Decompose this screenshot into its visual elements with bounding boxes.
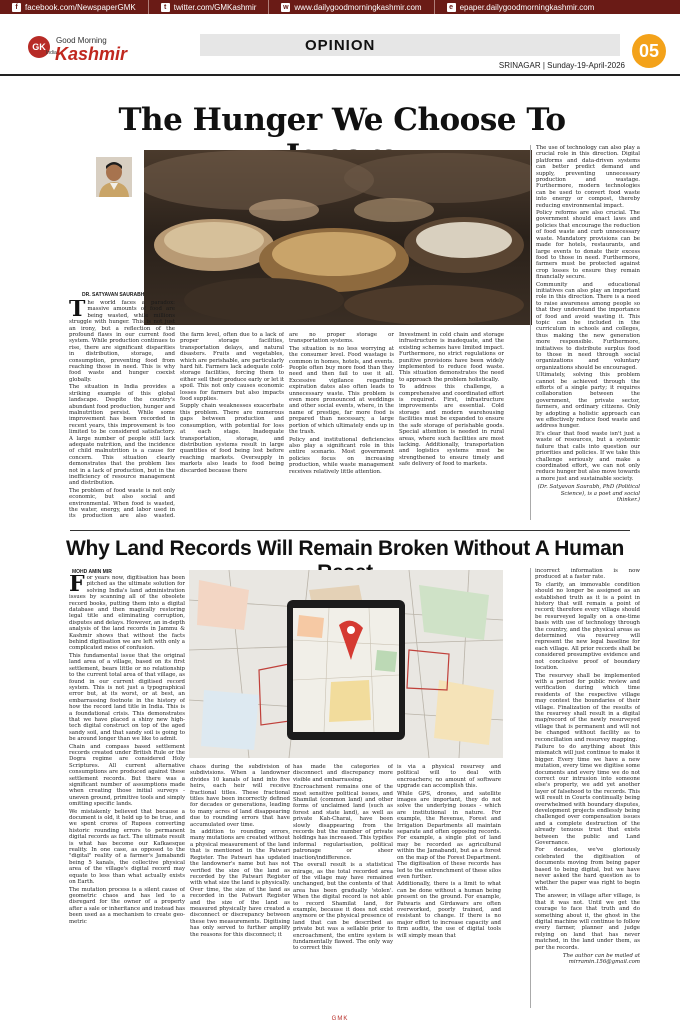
article2-paragraph: Encroachment remains one of the most sensitive political issues, and Shamilat (common land) and other forms of unclaimed land (such as forest and state land), as well as private Kah-Charai, have been slowly disappearing from the records but the number of private holdings has increased. This typifies informal regularisation, political patronage or sheer inaction/indifference.: [293, 784, 393, 861]
newspaper-icon: e: [447, 3, 456, 12]
section-band: [200, 34, 620, 56]
section-divider: [70, 530, 630, 531]
article2-author: MOHD AMIN MIR: [72, 569, 112, 575]
logo-badge[interactable]: GK: [28, 36, 50, 58]
globe-icon: w: [283, 3, 289, 11]
dateline: SRINAGAR | Sunday-19-April-2026: [498, 61, 625, 70]
article2-paragraph: Chain and compass based settlement records created under British Rule or the Dogra regime are considered Holy Scriptures. All current alternative consumptions are produced against these settlement records. But there was a significant number of assumptions made when creating those initial surveys - uneven ground, primitive tools and simply omitting specific lands.: [69, 743, 185, 808]
logo-india: India: [46, 50, 57, 56]
article2-headline: Why Land Records Will Remain Broken Without A Human: [66, 537, 624, 560]
twitter-icon: t: [161, 3, 170, 12]
article2-paragraph: incorrect information is now produced at a faster rate.: [535, 568, 640, 581]
article1-paragraph: are no proper storage or transportation systems.: [289, 332, 394, 345]
facebook-link[interactable]: [0, 0, 149, 14]
website-text: www.dailygoodmorningkashmir.com: [294, 2, 422, 12]
article2-paragraph: Additionally, there is a limit to what can be done without a human being present on the ground. For example, Patwaris and Girdawars are often overworked, poorly trained, and resistant to change. If there is no major effort to increase capacity and firm audits, the use of digital tools will simply mean that: [397, 881, 501, 939]
epaper-text: epaper.dailygoodmorningkashmir.com: [459, 2, 595, 12]
article2-column-2: [190, 764, 290, 1007]
article1-paragraph: Policy and institutional deficiencies also play a significant role in this entire scenario. Most government policies focus on increasing production, while waste management receives relatively little attention.: [289, 436, 394, 475]
facebook-icon: f: [12, 3, 21, 12]
logo-good-morning: Good Morning: [56, 36, 107, 45]
article1-column-1: [69, 300, 175, 518]
column-rule: [530, 145, 531, 520]
article1-paragraph: Policy reforms are also crucial. The government should enact laws and policies that encourage the reduction of food waste and curb unnecessary waste. Mandatory provisions can be made for hotels, restaurants, and large events to donate their excess food to those in need. Furthermore, farmers must be protected against crop losses to ensure they remain financially secure.: [536, 210, 640, 281]
article2-paragraph: has made the categories of disconnect and discrepancy more visible and embarrassing.: [293, 764, 393, 783]
section-label: OPINION: [305, 36, 376, 54]
article1-paragraph: The problem of food waste is not only economic, but also social and environmental. When food is wasted, the water, energy, and labor used in its production are also wasted.: [69, 487, 175, 518]
twitter-link[interactable]: [149, 0, 270, 14]
social-bar: [0, 0, 680, 14]
article1-author: DR. SATYAVAN SAURABH: [82, 292, 145, 298]
article1-paragraph: To address this challenge, a comprehensive and coordinated effort is required. First, infrastructure improvements are essential. Cold storage and modern warehousing facilities must be expanded to ensure the safe storage of perishable goods. Special attention is needed in rural areas, where such facilities are most lacking. Additionally, transportation and logistics systems must be strengthened to ensure timely and safe delivery of food to markets.: [399, 384, 504, 468]
article1-headline: The Hunger We Choose To: [118, 102, 566, 138]
article2-paragraph: This fundamental issue that the original land area of a village, based on its first settlement, bears little or no relationship to the current total area of that village, as found in our current digitised record system. This is not just a typographical error but, at its worst, or at best, an embarrassing footnote in the history of how the record land title in India. This is a foundational crisis. This demonstrates that we have placed a shiny new high-tech digital construct on top of the aged sandy soil, and that sandy soil is going to be around longer than we like to admit.: [69, 652, 185, 743]
article1-paragraph: the farm level, often due to a lack of proper storage facilities, transportation delays, and natural disasters. Fruits and vegetables, which are perishable, are particularly hard hit. Farmers lack adequate cold-storage facilities, forcing them to either sell their produce early or let it spoil. This not only causes economic losses for farmers but also impacts food supplies.: [180, 332, 284, 403]
article1-paragraph: The situation is no less worrying at the consumer level. Food wastage is common in homes, hotels, and events. People often buy more food than they need and then fail to use it all. Excessive vigilance regarding expiration dates also often leads to unnecessary waste. This problem is even more pronounced at weddings and other social events, where, in the name of prestige, far more food is prepared than necessary, a large portion of which ultimately ends up in the trash.: [289, 345, 394, 436]
article1-column-2: [180, 332, 284, 518]
article2-paragraph: The mutation process is a silent cause of geometric chaos and has led to a disregard for the owner of a property after a sale or inheritance and instead has been used as a mechanism to create geo-metric: [69, 886, 185, 925]
epaper-link[interactable]: [435, 0, 607, 14]
article1-paragraph: he world faces a paradox: massive amounts of food are being wasted, while millions struggle with hunger. This is not just an irony, but a reflection of the profound flaws in our current food system. While production continues to rise, there are significant disparities in distribution, storage, and consumption, preventing food from reaching those in need. This is why food waste and hunger coexist globally.: [69, 300, 175, 383]
food-waste-photo: [144, 150, 532, 325]
article2-column-4: [397, 764, 501, 1007]
masthead: [0, 14, 680, 76]
article2-paragraph: chaos during the subdivision of subdivisions. When a landowner divides 10 kanals of land into five heirs, each heir will receive fractional titles. These fractional titles have been incorrectly defined for decades or generations, leading to many acres of land disappearing due to rounding errors that have accumulated over time.: [190, 764, 290, 828]
article1-paragraph: It's clear that food waste isn't just a waste of resources, but a systemic failure that calls into question our priorities and policies. If we take this challenge seriously and make a coordinated effort, we can not only reduce hunger but also move towards a more just and sustainable society.: [536, 430, 640, 482]
twitter-text: twitter.com/GMKashmir: [173, 2, 257, 12]
article2-dropcap: F: [69, 575, 85, 597]
land-map-tablet-photo: [189, 570, 503, 758]
article2-paragraph: We mistakenly believed that because a document is old, it held up to be true, and we spent crores of Rupees converting historic rounding errors to permanent digital records as fact. The ultimate result is what has become our Kafkaesque reality. In one case, as opposed to the "digital" reality of a farmer's Jamabandi being 5 kanals, the collective physical area of the village's digital record may equate to less than what actually exists on Earth.: [69, 808, 185, 886]
website-link[interactable]: [269, 0, 434, 14]
article2-paragraph: For decades, we've gloriously celebrated the digitisation of documents moving from being paper based to being digital, but we have never asked the hard question as to whether the paper was right to begin with.: [535, 847, 640, 892]
article1-paragraph: Investment in cold chain and storage infrastructure is inadequate, and the existing schemes have limited impact. Furthermore, no strict regulations or punitive provisions have been widely implemented to reduce food waste. This situation demonstrates the need to approach the problem holistically.: [399, 332, 504, 383]
article1-dropcap: T: [69, 300, 86, 322]
article1-column-4: [399, 332, 504, 518]
page-number: 05: [632, 34, 666, 68]
article1-paragraph: The situation in India provides a striking example of this global landscape. Despite the country's abundant food production, hunger and malnutrition persist. While some improvement has been recorded in recent years, this improvement is too limited to be considered satisfactory. A large number of people still lack adequate nutrition, and the incidence of child malnutrition is a cause for concern. This situation clearly demonstrates that the problem lies not in a lack of production, but in the inefficiency of resource management and distribution.: [69, 384, 175, 487]
article2-paragraph: To clarify, an immovable condition should no longer be assigned as an established truth as it is a point in history that will remain a point of record; therefore every village should be resurveyed legally on a one-time basis with use of technology through the country, and the physical areas as determined via resurvey will represent the new legal baseline for each village. All prior records shall be considered presumptive evidence and not conclusive proof of boundary location.: [535, 581, 640, 672]
article2-signoff: The author can be mailed at mirramin.156@gmail.com: [562, 952, 640, 966]
article1-signoff: (Dr. Satyavan Saurabh, PhD (Political Science), is a poet and social thinker.): [537, 484, 640, 503]
article2-paragraph: or years now, digitisation has been pitched as the ultimate solution for solving India's land administration issues by scanning all of the obsolete record books, putting them into a digital database and then magically restoring legal title and eliminating corruption, disputes and delays. However, an in-depth analysis of the land records in Jammu & Kashmir shows that without the facts behind digitisation we are left with only a complicated mess of confusion.: [69, 575, 185, 652]
article2-paragraph: The overall result is a statistical mirage, as the total recorded area of the village may have remained unchanged, but the contents of that area has been gradually 'stolen'. When the digital record is not able to record Shamilat land, for example, because it does not exist anymore or the physical presence of land that can be described as private but was a sellable prior to encroachment, the entire system is fundamentally flawed. The only way to correct this: [293, 862, 393, 952]
article2-paragraph: In addition to rounding errors, many mutations are created without a physical measurement of the land that is mentioned in the Patwari Register. The Patwari has updated the landowner's name but has not verified the size of the land as recorded by the Patwari Register with what size the land is physically. Over time, the size of the land as recorded in the Patwari Register and the size of the land as measured physically have created a disconnect or discrepancy between these two measurements. Digitising has only served to further amplify the reasons for this disconnect; it: [190, 829, 290, 938]
article2-column-1: [69, 575, 185, 1007]
column-rule: [530, 568, 531, 1008]
article2-paragraph: While GPS, drones, and satellite images are important, they do not solve the underlying issues - which are institutional in nature. For example, the Revenue, Forest and Irrigation Departments all maintain separate and often opposing records. For example, a single plot of land may be recorded as agricultural within the Jamabandi, but as a forest on the map of the Forest Department. The digitisation of these records has led to the entrenchment of these silos even further.: [397, 790, 501, 880]
article1-paragraph: Community and educational initiatives can also play an important role in this direction. There is a need to raise awareness among people so that they understand the importance of food and avoid wasting it. This topic can be included in the curriculum in schools and colleges, thus making the new generation more responsible. Furthermore, initiatives to distribute surplus food to those in need through social organizations and voluntary organizations should be encouraged.: [536, 281, 640, 371]
article2-column-5: [535, 568, 640, 1008]
article1-column-3: [289, 332, 394, 518]
article1-paragraph: Supply chain weaknesses exacerbate this problem. There are numerous gaps between production and consumption, with potential for loss at each stage. Inadequate transportation, storage, and distribution systems result in large quantities of food being lost before reaching markets. Oversupply in markets also leads to food being discarded because there: [180, 403, 284, 474]
article2-paragraph: The answer, in village after village, is that it was not. Until we get the courage to face that truth and do something about it, the ghost in the digital machine will continue to follow every farmer, planner and judge relying on land that has never matched, in the land under them, as per the records.: [535, 893, 640, 951]
article1-paragraph: The use of technology can also play a crucial role in this direction. Digital platforms and data-driven systems can better predict demand and supply, preventing unnecessary production and wastage. Furthermore, modern technologies can be used to convert food waste into energy or compost, thereby reducing environmental impact.: [536, 145, 640, 209]
article2-paragraph: is via a physical resurvey and political will to deal with encroachers; no amount of software upgrade can accomplish this.: [397, 764, 501, 790]
logo-kashmir: Kashmir: [55, 44, 128, 64]
article2-paragraph: Failure to do anything about this mismatch will just continue to make it bigger. Every time we have a new mutation, every time we digitise some documents and every time we do not correct our intrusion into someone else's property, we add yet another layer of falsehood to the records. This will result in Courts continually being overwhelmed with boundary disputes, development projects endlessly being challenged over compensation issues and a complete destruction of the already tenuous trust that exists between the public and Land Governance.: [535, 743, 640, 847]
page-footer: GMK: [331, 1016, 349, 1022]
article2-column-3: [293, 764, 393, 1007]
article1-paragraph: Ultimately, solving this problem cannot be achieved through the efforts of a single party; it requires collaboration between the government, the private sector, farmers, and ordinary citizens. Only by adopting a holistic approach can we effectively reduce food waste and address hunger.: [536, 372, 640, 430]
article1-column-5: [536, 145, 640, 518]
facebook-text: facebook.com/NewspaperGMK: [25, 2, 136, 12]
article2-paragraph: The resurvey shall be implemented with a period for public review and verification during which time residents of the respective village may contest the boundaries of their village. Finalization of the results of the resurvey shall result in a digital map/record of the newly resurveyed village that is permanent and will not be changed without facility as to reconciliation and resurvey mapping.: [535, 672, 640, 743]
author-photo: [96, 157, 132, 197]
